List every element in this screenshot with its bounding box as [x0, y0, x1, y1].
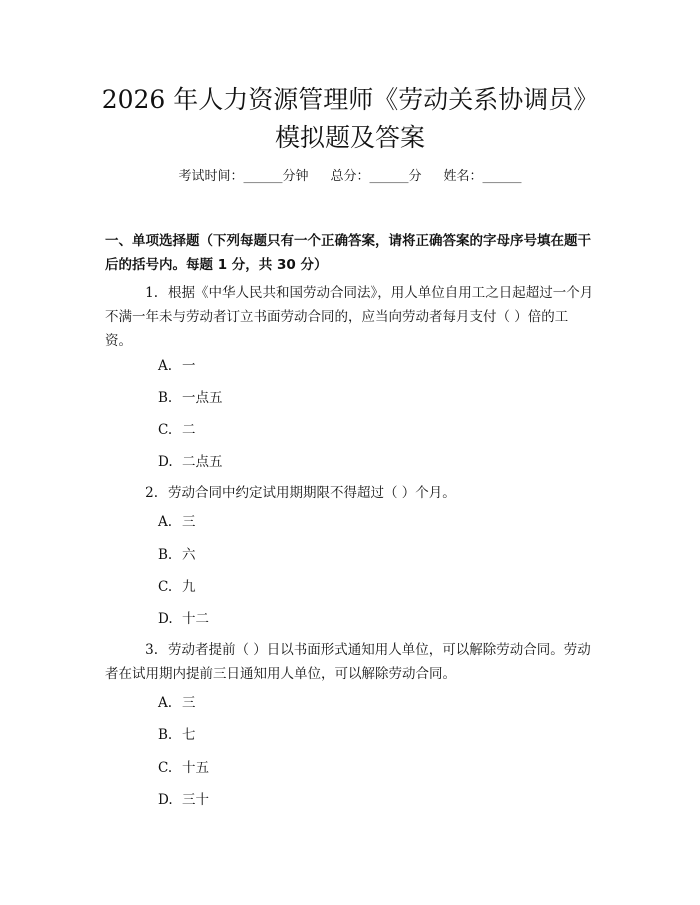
question-number: 3. — [145, 642, 158, 658]
option-text: 三十 — [182, 792, 209, 808]
option-text: 十二 — [182, 611, 209, 627]
option-item — [158, 610, 209, 628]
option-letter: C. — [158, 422, 173, 438]
option-text: 一点五 — [182, 390, 223, 406]
option-letter: A. — [158, 358, 173, 374]
option-letter: B. — [158, 390, 173, 406]
section-heading: 一、单项选择题（下列每题只有一个正确答案，请将正确答案的字母序号填在题干后的括号内。每题 1 分，共 30 分） — [105, 233, 591, 273]
total-score-label: 总分：______分 — [330, 169, 422, 184]
exam-time-label: 考试时间：______分钟 — [178, 169, 309, 184]
option-letter: D. — [158, 454, 173, 470]
option-letter: C. — [158, 760, 173, 776]
option-item — [158, 546, 196, 564]
option-item — [158, 453, 223, 471]
option-letter: A. — [158, 514, 173, 530]
document-title-line1: 2026 年人力资源管理师《劳动关系协调员》 — [101, 85, 599, 114]
option-letter: D. — [158, 611, 173, 627]
option-item — [158, 513, 196, 531]
question-2 — [105, 481, 595, 505]
question-1 — [105, 281, 595, 353]
question-text: 根据《中华人民共和国劳动合同法》，用人单位自用工之日起超过一个月不满一年未与劳动者订立书面劳动合同的，应当向劳动者每月支付（ ）倍的工资。 — [105, 285, 594, 349]
option-letter: D. — [158, 792, 173, 808]
question-3 — [105, 638, 595, 686]
question-text: 劳动者提前（ ）日以书面形式通知用人单位，可以解除劳动合同。劳动者在试用期内提前三日通知用人单位，可以解除劳动合同。 — [105, 642, 591, 682]
option-text: 三 — [182, 514, 196, 530]
option-text: 一 — [182, 358, 196, 374]
name-label: 姓名：______ — [443, 169, 522, 184]
question-number: 1. — [145, 285, 158, 301]
option-item — [158, 357, 196, 375]
option-item — [158, 791, 209, 809]
option-item — [158, 421, 196, 439]
option-letter: C. — [158, 579, 173, 595]
option-letter: B. — [158, 727, 173, 743]
option-text: 十五 — [182, 760, 209, 776]
option-text: 六 — [182, 547, 196, 563]
question-number: 2. — [145, 485, 158, 501]
option-text: 三 — [182, 695, 196, 711]
option-text: 二点五 — [182, 454, 223, 470]
option-item — [158, 759, 209, 777]
option-letter: A. — [158, 695, 173, 711]
option-item — [158, 389, 223, 407]
option-item — [158, 726, 196, 744]
option-letter: B. — [158, 547, 173, 563]
document-title-line2: 模拟题及答案 — [274, 123, 425, 152]
option-text: 二 — [182, 422, 196, 438]
option-item — [158, 578, 196, 596]
exam-meta — [0, 168, 700, 186]
question-text: 劳动合同中约定试用期期限不得超过（ ）个月。 — [168, 485, 456, 501]
option-item — [158, 694, 196, 712]
option-text: 七 — [182, 727, 196, 743]
option-text: 九 — [182, 579, 196, 595]
